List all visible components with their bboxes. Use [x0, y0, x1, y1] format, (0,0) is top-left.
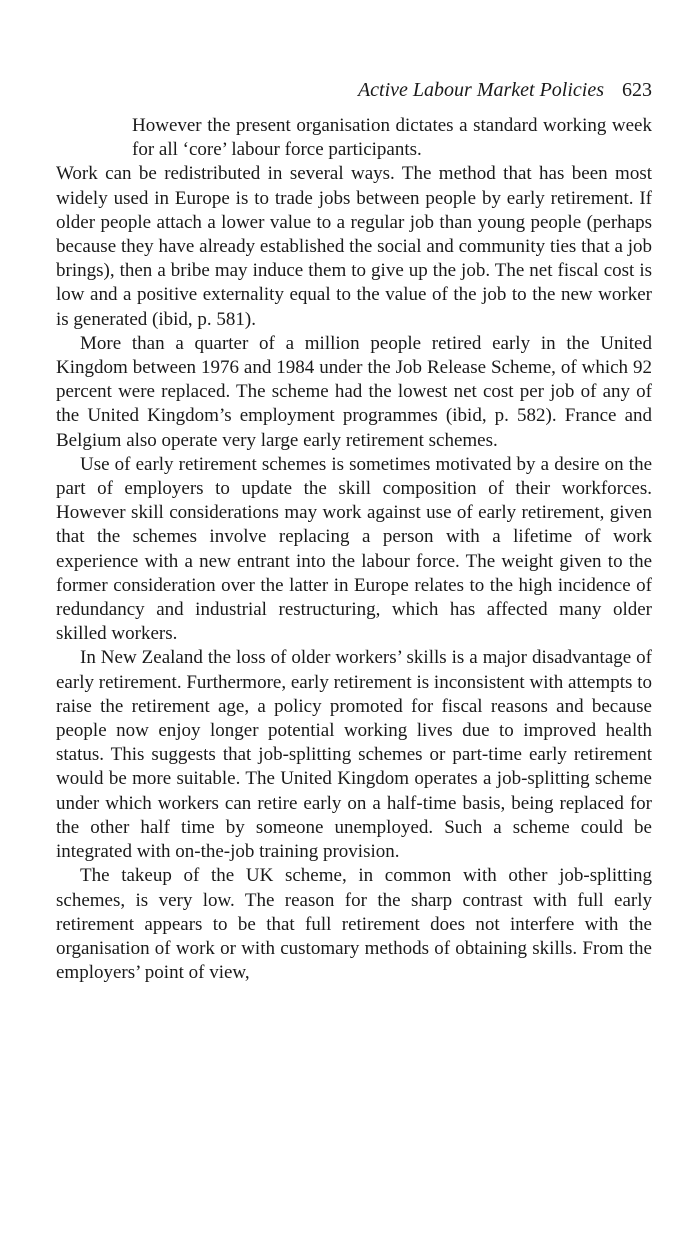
- paragraph-2: More than a quarter of a million people retired early in the United Kingdom between 1976 and 1984 under the Job Release Scheme, of which 92 percent were replaced. The scheme had the lowest net cost per job of any of the United Kingdom’s employment programmes (ibid, p. 582). France and Belgium also operate very large early retirement schemes.: [56, 332, 652, 451]
- running-head: [56, 78, 652, 102]
- paragraph-1: Work can be redistributed in several ways. The method that has been most widely used in Europe is to trade jobs between people by early retirement. If older people attach a lower value to a regular job than young people (perhaps because they have already established the social and community ties that a job brings), then a bribe may induce them to give up the job. The net fiscal cost is low and a positive externality equal to the value of the job to the new worker is generated (ibid, p. 581).: [56, 163, 652, 330]
- block-quote: However the present organisation dictates a standard working week for all ‘core’ labour force participants.: [132, 115, 652, 161]
- paragraph-4: In New Zealand the loss of older workers’ skills is a major disadvantage of early retirement. Furthermore, early retirement is inconsistent with attempts to raise the retirement age, a policy promoted for fiscal reasons and because people now enjoy longer potential working lives due to improved health status. This suggests that job-splitting schemes or part-time early retirement would be more suitable. The United Kingdom operates a job-splitting scheme under which workers can retire early on a half-time basis, being replaced for the other half time by someone unemployed. Such a scheme could be integrated with on-the-job training provision.: [56, 647, 652, 863]
- book-page: [56, 78, 652, 985]
- page-number: 623: [622, 79, 652, 101]
- paragraph-5: The takeup of the UK scheme, in common with other job-splitting schemes, is very low. The reason for the sharp contrast with full early retirement appears to be that full retirement does not interfere with the organisation of work or with customary methods of obtaining skills. From the employers’ point of view,: [56, 865, 652, 984]
- running-title: Active Labour Market Policies: [357, 79, 604, 101]
- paragraph-3: Use of early retirement schemes is sometimes motivated by a desire on the part of employers to update the skill composition of their workforces. However skill considerations may work against use of early retirement, given that the schemes involve replacing a person with a lifetime of work experience with a new entrant into the labour force. The weight given to the former consideration over the latter in Europe relates to the high incidence of redundancy and industrial restructuring, which has affected many older skilled workers.: [56, 453, 652, 645]
